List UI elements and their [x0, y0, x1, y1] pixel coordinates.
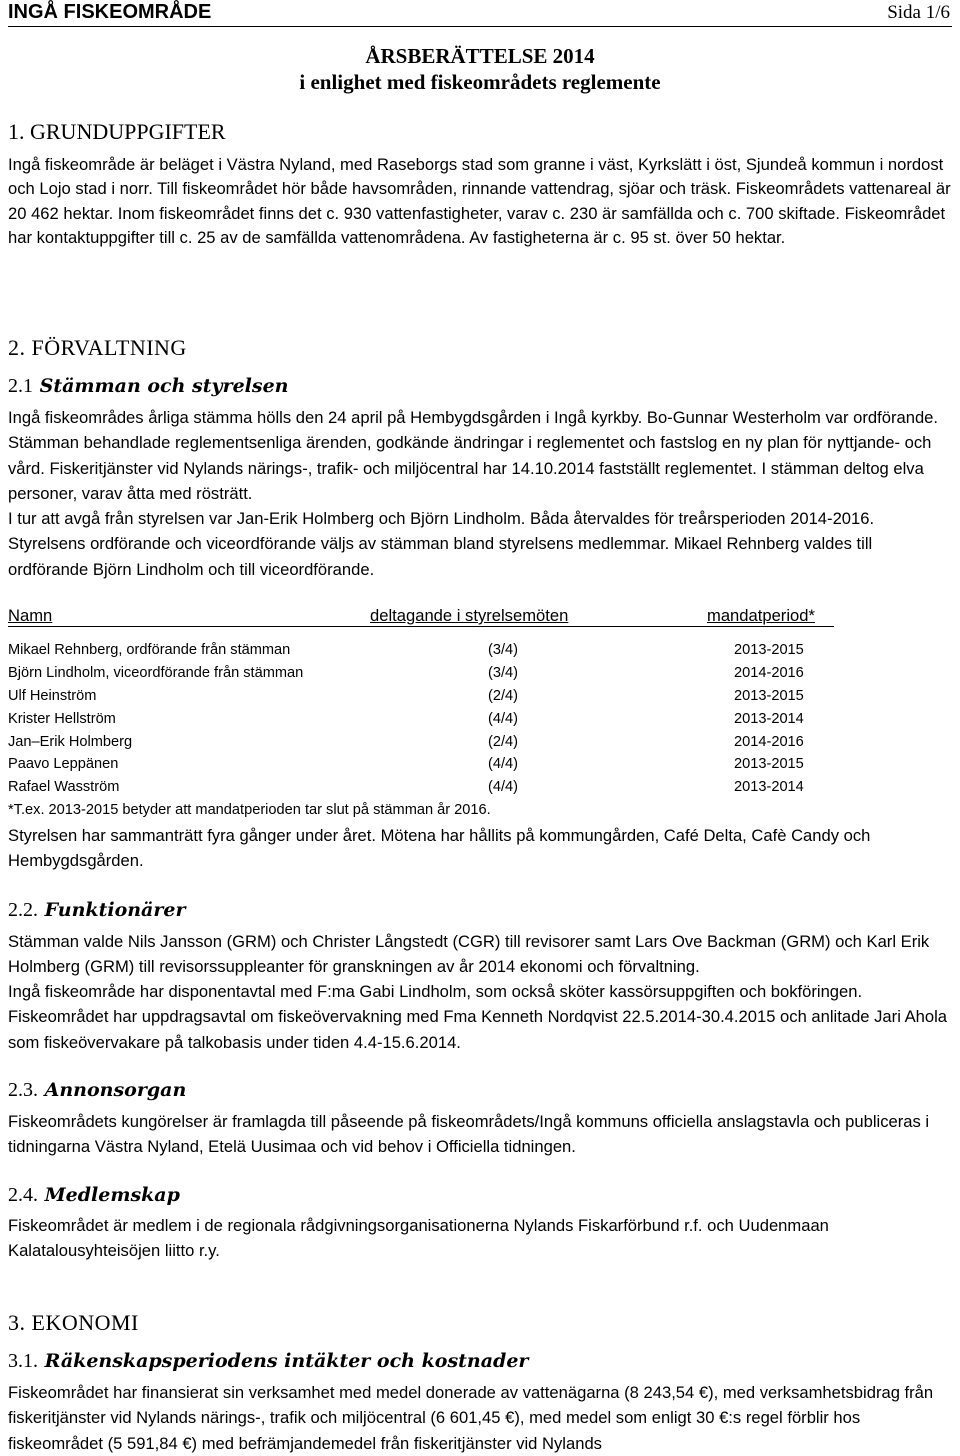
table-row [0, 711, 960, 733]
table-row [0, 665, 960, 687]
paragraph-styrelse-val: I tur att avgå från styrelsen var Jan-Erik Holmberg och Björn Lindholm. Båda återvaldes för treårsperioden 2014-2016. Styrelsens ordförande och viceordförande väljs av stämman bland styrelsens medlemmar. Mikael Rehnberg valdes till ordförande Björn Lindholm och till viceordförande. [8, 509, 875, 579]
cell-name: Rafael Wasström [8, 779, 120, 795]
table-header-rule [8, 626, 834, 627]
cell-name: Ulf Heinström [8, 688, 97, 704]
report-subtitle: i enlighet med fiskeområdets reglemente [299, 70, 661, 94]
paragraph-stamman: Ingå fiskeområdes årliga stämma hölls den 24 april på Hembygdsgården i Ingå kyrkby. Bo-Gunnar Westerholm var ordförande. Stämman behandlade reglementsenliga ärenden, godkände ändringar i reglementet och fastslog en ny plan för nyttjande- och vård. Fiskeritjänster vid Nylands närings-, trafik- och miljöcentral har 14.10.2014 fastställt reglementet. I stämman deltog elva personer, varav åtta med rösträtt. [8, 408, 939, 503]
cell-term: 2013-2015 [734, 688, 804, 704]
paragraph-intakter: Fiskeområdet har finansierat sin verksamhet med medel donerade av vattenägarna (8 243,54 €), med verksamhetsbidrag från fiskeritjänster vid Nylands närings-, trafik och miljöcentral (6 601,45 €), med medel som enligt 30 €:s regel förblir hos fiskeområdet (5 591,84 €) med befrämjandemedel från fiskeritjänster vid Nylands [8, 1383, 934, 1453]
page-number: Sida 1/6 [887, 2, 950, 23]
page-header [8, 0, 952, 27]
cell-name: Björn Lindholm, viceordförande från stämman [8, 665, 304, 681]
subsection-number: 2.3. [8, 1079, 38, 1101]
subsection-heading-annonsorgan [8, 1079, 186, 1102]
subsection-title: Räkenskapsperiodens intäkter och kostnader [44, 1350, 529, 1372]
subsection-number: 2.2. [8, 899, 38, 921]
cell-term: 2014-2016 [734, 734, 804, 750]
cell-term: 2013-2015 [734, 642, 804, 658]
table-header-attendance: deltagande i styrelsemöten [370, 606, 569, 625]
subsection-title: Funktionärer [44, 899, 186, 921]
cell-term: 2013-2014 [734, 711, 804, 727]
table-row [0, 642, 960, 664]
section-heading-grunduppgifter: 1. GRUNDUPPGIFTER [8, 119, 226, 144]
subsection-heading-intakter [8, 1350, 528, 1373]
organization-name: INGÅ FISKEOMRÅDE [8, 1, 212, 23]
table-header-name: Namn [8, 606, 53, 625]
subsection-heading-medlemskap [8, 1184, 180, 1207]
subsection-title: Medlemskap [44, 1184, 180, 1206]
cell-name: Mikael Rehnberg, ordförande från stämman [8, 642, 291, 658]
cell-attendance: (4/4) [488, 779, 519, 795]
subsection-number: 3.1. [8, 1350, 38, 1372]
cell-term: 2013-2014 [734, 779, 804, 795]
section-heading-forvaltning: 2. FÖRVALTNING [8, 335, 187, 360]
cell-attendance: (4/4) [488, 756, 519, 772]
paragraph-disponent: Ingå fiskeområde har disponentavtal med F:ma Gabi Lindholm, som också sköter kassörsuppgiften och bokföringen. Fiskeområdet har uppdragsavtal om fiskeövervakning med Fma Kenneth Nordqvist 22.5.2014-30.4.2015 och anlitade Jari Ahola som fiskeövervakare på talkobasis under tiden 4.4-15.6.2014. [8, 982, 948, 1052]
cell-term: 2013-2015 [734, 756, 804, 772]
table-row [0, 734, 960, 756]
report-title: ÅRSBERÄTTELSE 2014 [365, 44, 595, 68]
table-footnote: *T.ex. 2013-2015 betyder att mandatperioden tar slut på stämman år 2016. [8, 802, 491, 818]
section-heading-ekonomi: 3. EKONOMI [8, 1310, 139, 1335]
paragraph-medlemskap: Fiskeområdet är medlem i de regionala rådgivningsorganisationerna Nylands Fiskarförbund r.f. och Uudenmaan Kalatalousyhteisöjen liitto r.y. [8, 1216, 829, 1261]
table-header-term: mandatperiod* [707, 606, 815, 625]
cell-attendance: (3/4) [488, 642, 519, 658]
subsection-number: 2.1 [8, 375, 33, 397]
table-row [0, 779, 960, 801]
subsection-heading-funktionarer [8, 899, 185, 922]
cell-name: Krister Hellström [8, 711, 116, 727]
cell-attendance: (4/4) [488, 711, 519, 727]
subsection-title: Stämman och styrelsen [39, 375, 289, 397]
cell-name: Paavo Leppänen [8, 756, 119, 772]
cell-attendance: (2/4) [488, 688, 519, 704]
subsection-number: 2.4. [8, 1184, 38, 1206]
table-row [0, 688, 960, 710]
cell-attendance: (3/4) [488, 665, 519, 681]
subsection-heading-stamman [8, 375, 288, 398]
table-row [0, 756, 960, 778]
cell-name: Jan–Erik Holmberg [8, 734, 133, 750]
paragraph-revisorer: Stämman valde Nils Jansson (GRM) och Christer Långstedt (CGR) till revisorer samt Lars Ove Backman (GRM) och Karl Erik Holmberg (GRM) till revisorssuppleanter för granskningen av år 2014 ekonomi och förvaltning. [8, 932, 930, 977]
paragraph-annonsorgan: Fiskeområdets kungörelser är framlagda till påseende på fiskeområdets/Ingå kommuns officiella anslagstavla och publiceras i tidningarna Västra Nyland, Etelä Uusimaa och vid behov i Officiella tidningen. [8, 1112, 930, 1157]
paragraph-sammantraden: Styrelsen har sammanträtt fyra gånger under året. Mötena har hållits på kommungården, Café Delta, Cafè Candy och Hembygdsgården. [8, 826, 871, 871]
cell-attendance: (2/4) [488, 734, 519, 750]
cell-term: 2014-2016 [734, 665, 804, 681]
paragraph-grunduppgifter: Ingå fiskeområde är beläget i Västra Nyland, med Raseborgs stad som granne i väst, Kyrkslätt i öst, Sjundeå kommun i nordost och Lojo stad i norr. Till fiskeområdet hör både havsområden, rinnande vattendrag, sjöar och träsk. Fiskeområdets vattenareal är 20 462 hektar. Inom fiskeområdet finns det c. 930 vattenfastigheter, varav c. 230 är samfällda och c. 700 skiftade. Fiskeområdet har kontaktuppgifter till c. 25 av de samfällda vattenområdena. Av fastigheterna är c. 95 st. över 50 hektar. [8, 155, 951, 247]
subsection-title: Annonsorgan [44, 1079, 187, 1101]
